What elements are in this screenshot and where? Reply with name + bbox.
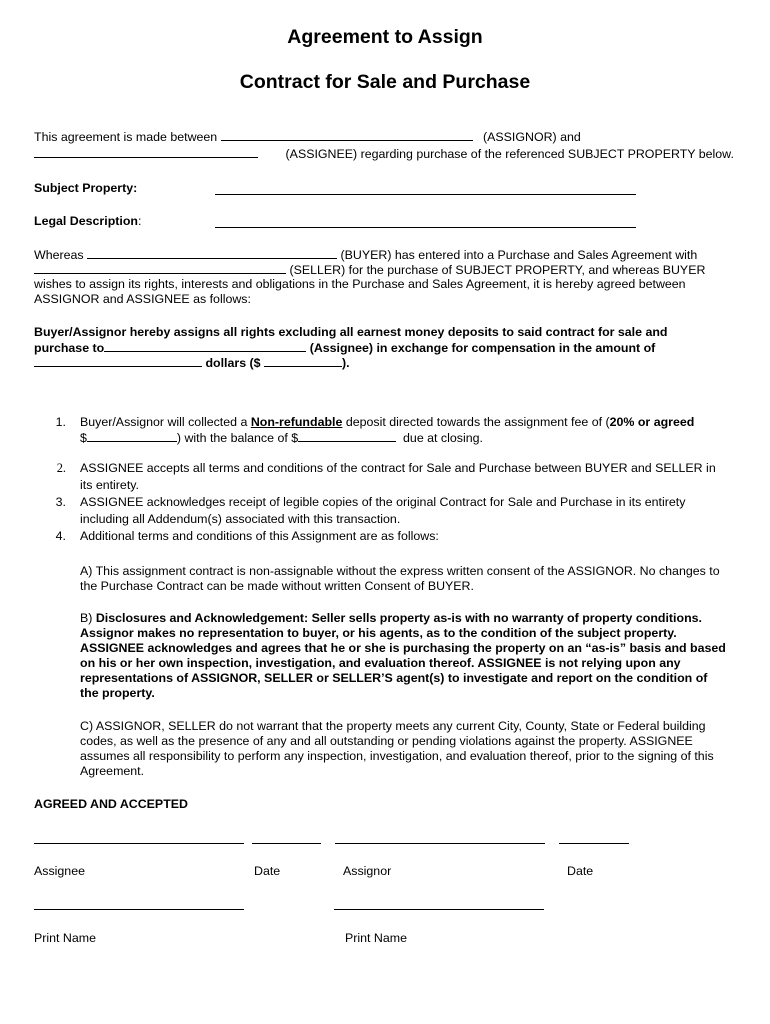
item-1-line-1: Buyer/Assignor will collected a Non-refundable deposit directed towards the assignment fee of (20% or agreed (80, 415, 695, 429)
section-a-line-1: A) This assignment contract is non-assignable without the express written consent of the ASSIGNOR. No changes to (80, 564, 720, 578)
section-c-line-3: assumes all responsibility to perform any inspection, investigation, and evaluation thereof, prior to the signing of this (80, 749, 714, 763)
legal-description-label: Legal Description: (34, 214, 142, 228)
section-b-line-3: ASSIGNEE acknowledges and agrees that he or she is purchasing the property on an “as-is” basis and based (80, 641, 726, 655)
section-b-line-6: the property. (80, 686, 155, 700)
subject-property-blank[interactable] (215, 194, 636, 195)
whereas-line-3: wishes to assign its rights, interests and obligations in the Purchase and Sales Agreement, it is hereby agreed between (34, 277, 686, 291)
section-b-line-2: Assignor makes no representation to buyer, or his agents, as to the condition of the subject property. (80, 626, 677, 640)
item-3-line-1: ASSIGNEE acknowledges receipt of legible copies of the original Contract for Sale and Purchase in its entirety (80, 495, 686, 509)
assignee-name-blank[interactable] (34, 146, 258, 158)
item-2-line-1: ASSIGNEE accepts all terms and conditions of the contract for Sale and Purchase between BUYER and SELLER in (80, 461, 716, 475)
subject-property-label: Subject Property: (34, 181, 138, 195)
section-c-line-4: Agreement. (80, 764, 145, 778)
assignee-date-label: Date (254, 864, 281, 878)
section-c-line-1: C) ASSIGNOR, SELLER do not warrant that the property meets any current City, County, State or Federal building (80, 719, 706, 733)
intro-text-1: This agreement is made between (34, 130, 218, 144)
section-c-line-2: codes, as well as the presence of any and all outstanding or pending violations against the property. ASSIGNEE (80, 734, 693, 748)
agreed-accepted-heading: AGREED AND ACCEPTED (34, 797, 188, 811)
assignor-print-name-label: Print Name (345, 931, 407, 945)
legal-description-blank[interactable] (215, 227, 636, 228)
buyer-name-blank[interactable] (87, 247, 337, 259)
intro-line-1 (34, 129, 581, 145)
assign-line-2: purchase to (Assignee) in exchange for compensation in the amount of (34, 341, 656, 355)
assignee-print-name-line[interactable] (34, 909, 244, 910)
intro-line-2 (34, 146, 734, 162)
section-b-line-5: representations of ASSIGNOR, SELLER or SELLER’S agent(s) to investigate and report on the condition of (80, 671, 708, 685)
assignor-date-line[interactable] (559, 843, 629, 844)
item-number-4: 4. (55, 529, 66, 543)
non-refundable-text: Non-refundable (250, 415, 343, 429)
assignee-print-name-label: Print Name (34, 931, 96, 945)
item-2-line-2: its entirety. (80, 478, 139, 492)
assignee-blank[interactable] (104, 340, 306, 352)
dollars-words-blank[interactable] (34, 355, 202, 367)
whereas-line-4: ASSIGNOR and ASSIGNEE as follows: (34, 292, 251, 306)
document-title: Agreement to Assign (287, 26, 483, 48)
assignee-date-line[interactable] (252, 843, 321, 844)
assignor-date-label: Date (567, 864, 594, 878)
item-1-line-2: $ ) with the balance of $ due at closing. (80, 431, 483, 445)
whereas-line-2: (SELLER) for the purchase of SUBJECT PROPERTY, and whereas BUYER (34, 262, 705, 278)
assign-line-3: dollars ($ ). (34, 355, 350, 371)
section-b-line-1: B) Disclosures and Acknowledgement: Seller sells property as-is with no warranty of property conditions. (80, 611, 702, 625)
assign-line-1: Buyer/Assignor hereby assigns all rights excluding all earnest money deposits to said contract for sale and (34, 325, 668, 339)
intro-text-2: (ASSIGNOR) and (483, 130, 581, 144)
seller-name-blank[interactable] (34, 262, 286, 274)
item-number-2: 2. (56, 461, 66, 475)
whereas-line-1: Whereas (BUYER) has entered into a Purchase and Sales Agreement with (34, 248, 698, 262)
dollars-amount-blank[interactable] (264, 357, 342, 367)
section-a-line-2: the Purchase Contract can be made without written Consent of BUYER. (80, 579, 474, 593)
assignor-label: Assignor (343, 864, 392, 878)
item-4-line-1: Additional terms and conditions of this Assignment are as follows: (80, 529, 439, 543)
assignor-print-name-line[interactable] (334, 909, 544, 910)
item-number-1: 1. (55, 415, 66, 429)
item-3-line-2: including all Addendum(s) associated with this transaction. (80, 512, 401, 526)
balance-blank[interactable] (298, 430, 396, 442)
assignor-name-blank[interactable] (221, 129, 473, 141)
assignor-signature-line[interactable] (335, 843, 545, 844)
item-number-3: 3. (55, 495, 66, 509)
assignment-fee-blank[interactable] (87, 430, 177, 442)
assignee-label: Assignee (34, 864, 85, 878)
assignee-signature-line[interactable] (34, 843, 244, 844)
section-b-line-4: on his or her own inspection, investigation, and evaluation thereof. ASSIGNEE is not relying upon any (80, 656, 681, 670)
document-subtitle: Contract for Sale and Purchase (239, 71, 531, 93)
intro-text-3: (ASSIGNEE) regarding purchase of the referenced SUBJECT PROPERTY below. (285, 147, 734, 161)
